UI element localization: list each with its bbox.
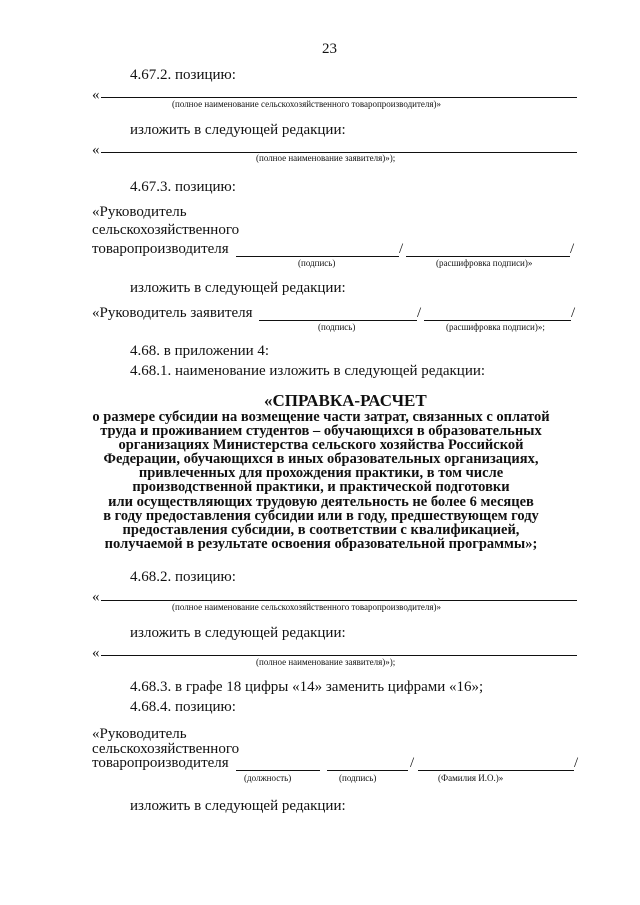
caption-sign: (подпись): [298, 258, 336, 268]
edit-statement: изложить в следующей редакции:: [130, 798, 346, 814]
caption-producer: (полное наименование сельскохозяйственного товаропроизводителя)»: [172, 99, 442, 109]
slash: /: [410, 755, 415, 771]
caption-applicant: (полное наименование заявителя)»);: [256, 657, 396, 667]
spravka-line: организациях Министерства сельского хозяйства Российской: [118, 437, 524, 454]
caption-decode: (расшифровка подписи)»: [436, 258, 533, 268]
edit-statement: изложить в следующей редакции:: [130, 280, 346, 296]
open-quote: «: [92, 589, 100, 605]
spravka-line: или осуществляющих трудовую деятельность не более 6 месяцев: [108, 493, 534, 510]
spravka-line: о размере субсидии на возмещение части затрат, связанных с оплатой: [92, 409, 550, 425]
item-4-67-2: 4.67.2. позицию:: [130, 67, 236, 83]
signature-line: [259, 320, 417, 321]
head-line-1: «Руководитель: [92, 204, 187, 220]
spravka-line: получаемой в результате освоения образовательной программы»;: [104, 535, 538, 552]
page-number: 23: [322, 41, 337, 57]
open-quote: «: [92, 87, 100, 103]
head-line-2: сельскохозяйственного: [92, 222, 240, 238]
caption-decode: (расшифровка подписи)»;: [446, 322, 545, 332]
edit-statement: изложить в следующей редакции:: [130, 625, 346, 641]
signature-line: [327, 770, 408, 771]
slash: /: [399, 241, 404, 257]
spravka-line: в году предоставления субсидии или в году, предшествующем году: [103, 507, 539, 524]
fill-line: [101, 600, 577, 601]
edit-statement: изложить в следующей редакции:: [130, 122, 346, 138]
fill-line: [101, 655, 577, 656]
caption-sign: (подпись): [318, 322, 356, 332]
spravka-line: предоставления субсидии, в соответствии с квалификацией,: [122, 521, 520, 538]
caption-position: (должность): [244, 773, 292, 783]
caption-applicant: (полное наименование заявителя)»);: [256, 153, 396, 163]
decode-line: [406, 256, 570, 257]
item-4-67-3: 4.67.3. позицию:: [130, 179, 236, 195]
slash: /: [574, 755, 579, 771]
spravka-title: «СПРАВКА-РАСЧЕТ: [264, 391, 427, 410]
caption-fio: (Фамилия И.О.)»: [438, 773, 504, 783]
signature-line: [236, 256, 399, 257]
item-4-68-3: 4.68.3. в графе 18 цифры «14» заменить цифрами «16»;: [130, 679, 484, 695]
item-4-68-1: 4.68.1. наименование изложить в следующей редакции:: [130, 363, 486, 379]
fill-line: [101, 97, 577, 98]
spravka-line: труда и проживанием студентов – обучающихся в образовательных: [100, 423, 542, 440]
item-4-68: 4.68. в приложении 4:: [130, 343, 270, 359]
decode-line: [424, 320, 571, 321]
head-line-3: товаропроизводителя: [92, 755, 229, 771]
slash: /: [570, 241, 575, 257]
spravka-text: [82, 410, 560, 551]
head-line-1: «Руководитель: [92, 726, 187, 742]
spravka-line: производственной практики, и практической подготовки: [132, 479, 510, 496]
head-line-2: сельскохозяйственного: [92, 741, 240, 757]
spravka-line: привлеченных для прохождения практики, в том числе: [138, 465, 504, 482]
slash: /: [417, 305, 422, 321]
head-line-3: товаропроизводителя: [92, 241, 229, 257]
position-line: [236, 770, 320, 771]
open-quote: «: [92, 142, 100, 158]
item-4-68-4: 4.68.4. позицию:: [130, 699, 236, 715]
fio-line: [418, 770, 574, 771]
spravka-line: Федерации, обучающихся в иных образовательных организациях,: [103, 451, 539, 468]
item-4-68-2: 4.68.2. позицию:: [130, 569, 236, 585]
head-applicant: «Руководитель заявителя: [92, 305, 253, 321]
caption-producer: (полное наименование сельскохозяйственного товаропроизводителя)»: [172, 602, 442, 612]
open-quote: «: [92, 645, 100, 661]
caption-sign: (подпись): [339, 773, 377, 783]
slash: /: [571, 305, 576, 321]
